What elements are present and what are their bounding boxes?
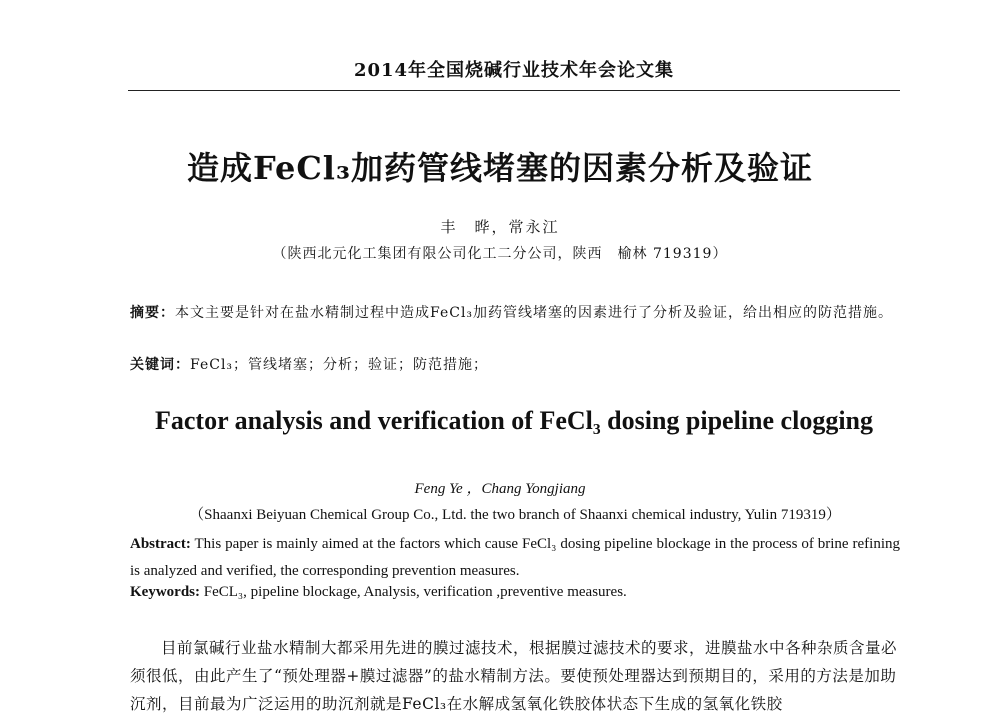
english-abstract xyxy=(130,531,900,585)
chinese-abstract xyxy=(130,300,900,326)
chinese-keywords-text: FeCl₃；管线堵塞；分析；验证；防范措施； xyxy=(190,357,489,373)
body-paragraph: 目前氯碱行业盐水精制大都采用先进的膜过滤技术，根据膜过滤技术的要求，进膜盐水中各种杂质含量必须很低，由此产生了“预处理器+膜过滤器”的盐水精制方法。要使预处理器达到预期目的，采用的方法是加助沉剂，目前最为广泛运用的助沉剂就是FeCl₃在水解成氢氧化铁胶体状态下生成的氢氧化铁胶 xyxy=(130,639,898,713)
running-header: 2014年全国烧碱行业技术年会论文集 xyxy=(353,60,675,81)
english-title: Factor analysis and verification of FeCl₃ dosing pipeline clogging xyxy=(155,406,873,435)
chinese-keywords xyxy=(130,354,900,374)
chinese-keywords-label: 关键词： xyxy=(130,357,190,373)
english-keywords xyxy=(130,584,900,601)
chinese-abstract-text: 本文主要是针对在盐水精制过程中造成FeCl₃加药管线堵塞的因素进行了分析及验证，给出相应的防范措施。 xyxy=(175,305,894,321)
english-keywords-label: Keywords: xyxy=(130,584,200,600)
chinese-title: 造成FeCl₃加药管线堵塞的因素分析及验证 xyxy=(187,149,813,187)
chinese-authors: 丰 晔，常永江 xyxy=(440,218,560,236)
english-affiliation: （Shaanxi Beiyuan Chemical Group Co., Ltd. the two branch of Shaanxi chemical industry, Yulin 719319） xyxy=(189,507,841,523)
english-abstract-label: Abstract: xyxy=(130,536,191,552)
header-rule xyxy=(128,90,900,91)
english-keywords-text: FeCL₃, pipeline blockage, Analysis, verification ,preventive measures. xyxy=(200,584,627,600)
english-abstract-text: This paper is mainly aimed at the factors which cause FeCl₃ dosing pipeline blockage in the process of brine refining is analyzed and verified, the corresponding prevention measures. xyxy=(130,536,900,579)
chinese-affiliation: （陕西北元化工集团有限公司化工二分公司，陕西 榆林 719319） xyxy=(272,246,728,262)
chinese-abstract-label: 摘要： xyxy=(130,305,175,321)
english-authors: Feng Ye ，Chang Yongjiang xyxy=(414,481,586,497)
